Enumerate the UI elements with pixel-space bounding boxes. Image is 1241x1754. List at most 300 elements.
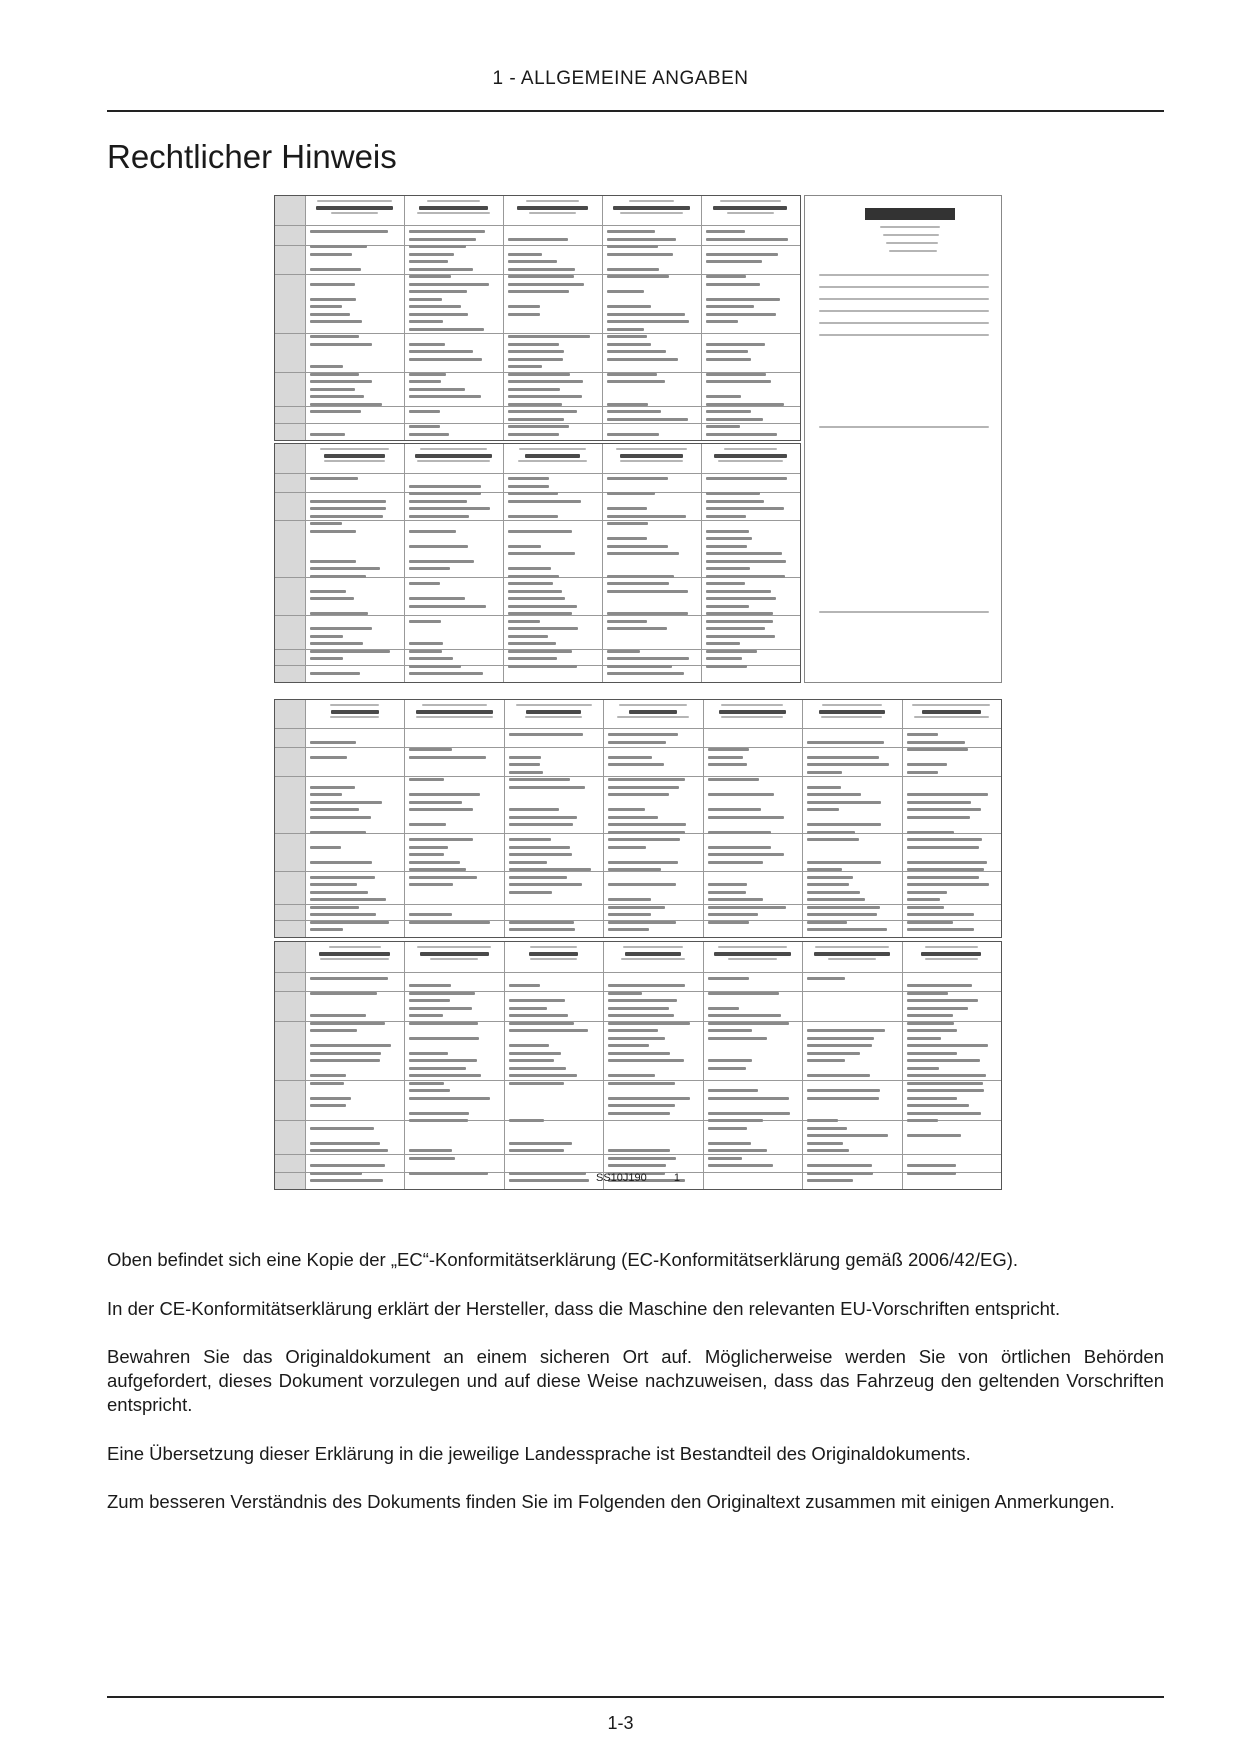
- body-text: [509, 883, 582, 886]
- body-text: [509, 733, 583, 736]
- header-text: [912, 704, 990, 706]
- body-text: [907, 1104, 969, 1107]
- table-row: [275, 1080, 1001, 1081]
- header-text: [516, 704, 592, 706]
- header-text: [814, 952, 891, 956]
- body-text: [706, 253, 778, 256]
- body-text: [807, 763, 889, 766]
- body-text: [708, 1029, 752, 1032]
- header-text: [620, 460, 683, 462]
- body-text: [706, 320, 738, 323]
- body-text: [310, 861, 372, 864]
- header-text: [324, 460, 385, 462]
- body-text: [509, 1052, 562, 1055]
- header-text: [721, 704, 783, 706]
- body-text: [907, 1089, 984, 1092]
- paragraph-4: Eine Übersetzung dieser Erklärung in die jeweilige Landessprache ist Bestandteil des Originaldokuments.: [107, 1443, 971, 1464]
- body-text: [310, 883, 357, 886]
- body-text: [409, 756, 485, 759]
- body-text: [409, 313, 468, 316]
- table-column: [305, 196, 306, 440]
- body-text: [807, 756, 879, 759]
- body-text: [310, 597, 354, 600]
- body-text: [310, 657, 343, 660]
- body-text: [310, 846, 341, 849]
- body-text: [607, 320, 689, 323]
- body-text: [310, 906, 359, 909]
- row-label-column: [275, 444, 306, 682]
- body-text: [409, 515, 469, 518]
- body-text: [807, 868, 842, 871]
- body-text: [508, 365, 542, 368]
- table-column: [603, 942, 604, 1189]
- body-text: [708, 793, 774, 796]
- body-text: [310, 1142, 380, 1145]
- body-text: [508, 238, 568, 241]
- body-text: [708, 748, 749, 751]
- header-text: [728, 958, 778, 960]
- header-text: [320, 958, 389, 960]
- body-text: [708, 906, 787, 909]
- body-text: [409, 500, 467, 503]
- body-text: [607, 620, 647, 623]
- body-text: [409, 1149, 452, 1152]
- body-text: [509, 1082, 564, 1085]
- address-line: [880, 226, 940, 228]
- body-text: [706, 552, 782, 555]
- body-text: [607, 275, 669, 278]
- body-text: [608, 1112, 669, 1115]
- body-text: [409, 545, 468, 548]
- body-text: [409, 530, 456, 533]
- body-text: [409, 290, 467, 293]
- body-text: [907, 906, 944, 909]
- body-text: [807, 876, 853, 879]
- body-text: [409, 380, 441, 383]
- table-column: [802, 942, 803, 1189]
- body-text: [409, 1014, 443, 1017]
- header-text: [417, 946, 492, 948]
- body-text: [708, 898, 763, 901]
- body-text: [807, 1044, 871, 1047]
- body-text: [807, 1029, 885, 1032]
- table-row: [275, 423, 800, 424]
- body-text: [608, 846, 645, 849]
- body-text: [907, 913, 975, 916]
- body-text: [409, 433, 449, 436]
- body-text: [706, 380, 771, 383]
- body-text: [509, 928, 576, 931]
- body-text: [409, 373, 446, 376]
- body-text: [706, 343, 765, 346]
- body-text: [907, 838, 983, 841]
- body-text: [508, 260, 557, 263]
- body-text: [607, 403, 648, 406]
- body-text: [310, 891, 368, 894]
- header-text: [623, 946, 683, 948]
- header-text: [417, 212, 490, 214]
- body-text: [708, 1059, 753, 1062]
- body-text: [409, 597, 465, 600]
- body-text: [409, 245, 466, 248]
- body-text: [706, 395, 741, 398]
- body-text: [409, 861, 460, 864]
- body-text: [708, 1037, 767, 1040]
- body-text: [310, 373, 359, 376]
- body-text: [706, 283, 760, 286]
- body-text: [409, 1089, 449, 1092]
- body-text: [310, 507, 386, 510]
- body-text: [409, 388, 465, 391]
- body-text: [409, 823, 445, 826]
- body-text: [409, 230, 485, 233]
- header-text: [419, 206, 488, 210]
- body-text: [706, 575, 785, 578]
- body-text: [907, 1044, 988, 1047]
- body-text: [310, 298, 356, 301]
- body-text: [907, 999, 979, 1002]
- body-text: [706, 582, 745, 585]
- body-text: [409, 921, 490, 924]
- header-text: [430, 958, 478, 960]
- body-text: [509, 778, 571, 781]
- body-text: [509, 1179, 590, 1182]
- body-text: [708, 808, 761, 811]
- body-text: [708, 816, 784, 819]
- body-text: [508, 492, 558, 495]
- body-text: [310, 650, 390, 653]
- header-text: [613, 206, 690, 210]
- body-text: [508, 635, 548, 638]
- body-text: [706, 530, 749, 533]
- body-text: [509, 756, 541, 759]
- body-text: [310, 403, 382, 406]
- table-column: [404, 942, 405, 1189]
- header-text: [819, 710, 885, 714]
- body-text: [310, 433, 345, 436]
- body-text: [409, 642, 443, 645]
- body-text: [706, 657, 742, 660]
- declaration-signature-panel: [804, 195, 1002, 683]
- header-text: [620, 454, 683, 458]
- table-column: [703, 700, 704, 937]
- header-text: [420, 448, 486, 450]
- body-text: [409, 275, 451, 278]
- body-text: [508, 500, 581, 503]
- body-text: [608, 1052, 670, 1055]
- body-text: [708, 853, 784, 856]
- body-text: [509, 868, 591, 871]
- body-text: [509, 921, 574, 924]
- body-text: [907, 733, 939, 736]
- body-text: [608, 883, 676, 886]
- body-text: [409, 665, 461, 668]
- dotted-line: [819, 274, 989, 276]
- header-text: [415, 454, 491, 458]
- body-text: [310, 530, 356, 533]
- table-column: [305, 942, 306, 1189]
- body-text: [310, 1104, 346, 1107]
- body-text: [807, 786, 841, 789]
- body-text: [607, 253, 673, 256]
- body-text: [508, 657, 557, 660]
- body-text: [708, 992, 779, 995]
- body-text: [907, 763, 947, 766]
- body-text: [607, 433, 659, 436]
- body-text: [409, 567, 450, 570]
- body-text: [409, 838, 472, 841]
- body-text: [310, 913, 376, 916]
- header-text: [727, 212, 773, 214]
- body-text: [607, 358, 678, 361]
- body-text: [508, 605, 577, 608]
- body-text: [310, 1074, 346, 1077]
- body-text: [706, 230, 745, 233]
- body-text: [310, 642, 363, 645]
- header-text: [517, 206, 587, 210]
- body-text: [310, 928, 343, 931]
- body-text: [509, 984, 540, 987]
- header-text: [319, 952, 390, 956]
- body-text: [310, 756, 347, 759]
- body-text: [509, 771, 543, 774]
- body-text: [409, 283, 489, 286]
- body-text: [509, 1149, 564, 1152]
- body-text: [607, 492, 655, 495]
- header-text: [921, 952, 981, 956]
- body-text: [409, 485, 481, 488]
- body-text: [310, 567, 380, 570]
- body-text: [807, 831, 855, 834]
- body-text: [907, 992, 949, 995]
- table-row: [275, 1154, 1001, 1155]
- declaration-table-1: [274, 195, 801, 441]
- body-text: [708, 846, 772, 849]
- header-text: [324, 454, 385, 458]
- body-text: [708, 778, 759, 781]
- dotted-line: [819, 322, 989, 324]
- body-text: [409, 492, 481, 495]
- header-text: [316, 206, 392, 210]
- body-text: [508, 575, 559, 578]
- body-text: [508, 403, 562, 406]
- body-text: [310, 283, 355, 286]
- body-text: [706, 650, 757, 653]
- body-text: [310, 1044, 391, 1047]
- table-column: [902, 700, 903, 937]
- body-text: [608, 1029, 658, 1032]
- body-text: [708, 1149, 768, 1152]
- body-text: [607, 313, 685, 316]
- body-text: [409, 1082, 444, 1085]
- body-text: [508, 335, 590, 338]
- header-text: [427, 200, 479, 202]
- body-text: [310, 1022, 385, 1025]
- body-text: [807, 823, 881, 826]
- body-text: [807, 1127, 847, 1130]
- body-text: [907, 1014, 954, 1017]
- body-text: [907, 741, 965, 744]
- body-text: [608, 786, 679, 789]
- row-label-column: [275, 942, 306, 1189]
- figure-number: 1: [673, 1172, 680, 1184]
- body-text: [608, 808, 645, 811]
- table-column: [305, 444, 306, 682]
- body-text: [509, 838, 551, 841]
- body-text: [607, 245, 658, 248]
- body-text: [409, 605, 486, 608]
- body-text: [708, 1014, 782, 1017]
- body-text: [807, 913, 877, 916]
- body-text: [310, 522, 342, 525]
- body-text: [608, 1022, 689, 1025]
- table-row: [275, 972, 1001, 973]
- body-text: [607, 650, 640, 653]
- body-text: [807, 1052, 860, 1055]
- body-text: [607, 665, 672, 668]
- table-column: [503, 444, 504, 682]
- declaration-figure: [274, 195, 1000, 1195]
- body-text: [409, 808, 472, 811]
- address-line: [886, 242, 938, 244]
- body-text: [409, 268, 473, 271]
- body-text: [310, 253, 352, 256]
- row-label-column: [275, 196, 306, 440]
- body-text: [607, 672, 684, 675]
- body-text: [608, 992, 641, 995]
- body-text: [508, 545, 541, 548]
- body-text: [310, 816, 371, 819]
- body-text: [310, 831, 366, 834]
- body-text: [706, 642, 740, 645]
- header-text: [330, 704, 379, 706]
- header-text: [718, 460, 784, 462]
- body-text: [310, 1149, 388, 1152]
- body-text: [907, 883, 989, 886]
- header-text: [525, 716, 582, 718]
- table-row: [275, 728, 1001, 729]
- header-text: [621, 958, 684, 960]
- header-text: [721, 716, 783, 718]
- body-text: [807, 771, 842, 774]
- body-text: [310, 320, 362, 323]
- body-text: [310, 305, 342, 308]
- header-text: [320, 448, 389, 450]
- header-text: [914, 716, 989, 718]
- table-row: [275, 904, 1001, 905]
- body-text: [409, 778, 444, 781]
- body-text: [608, 823, 685, 826]
- body-text: [807, 898, 865, 901]
- body-text: [310, 1014, 366, 1017]
- body-text: [708, 1089, 759, 1092]
- header-text: [331, 710, 379, 714]
- body-text: [907, 1067, 940, 1070]
- body-text: [509, 1022, 574, 1025]
- body-text: [508, 567, 551, 570]
- body-text: [607, 335, 647, 338]
- body-text: [409, 343, 445, 346]
- body-text: [508, 275, 574, 278]
- body-text: [708, 763, 747, 766]
- body-text: [608, 763, 664, 766]
- body-text: [907, 1074, 987, 1077]
- body-text: [608, 1059, 684, 1062]
- table-row: [275, 776, 1001, 777]
- body-text: [509, 1172, 586, 1175]
- body-text: [608, 913, 651, 916]
- body-text: [708, 1022, 790, 1025]
- body-text: [907, 1134, 962, 1137]
- body-text: [708, 1157, 742, 1160]
- body-text: [409, 1007, 472, 1010]
- dotted-line: [819, 334, 989, 336]
- body-text: [907, 831, 954, 834]
- body-text: [708, 1112, 790, 1115]
- body-text: [708, 883, 748, 886]
- body-text: [706, 635, 775, 638]
- table-row: [275, 225, 800, 226]
- body-text: [607, 410, 661, 413]
- body-text: [310, 1059, 380, 1062]
- body-text: [508, 597, 565, 600]
- body-text: [409, 350, 473, 353]
- body-text: [708, 1067, 746, 1070]
- body-text: [708, 977, 750, 980]
- body-text: [607, 627, 667, 630]
- body-text: [409, 507, 490, 510]
- table-row: [275, 406, 800, 407]
- body-text: [508, 358, 563, 361]
- body-text: [807, 883, 849, 886]
- body-text: [807, 741, 884, 744]
- body-text: [310, 388, 355, 391]
- body-text: [907, 1022, 955, 1025]
- body-text: [409, 876, 477, 879]
- body-text: [607, 230, 655, 233]
- body-text: [310, 500, 386, 503]
- body-text: [508, 410, 577, 413]
- body-text: [508, 268, 575, 271]
- body-text: [310, 515, 383, 518]
- header-text: [720, 200, 782, 202]
- body-text: [608, 928, 649, 931]
- page-title: Rechtlicher Hinweis: [107, 138, 397, 175]
- body-text: [509, 1119, 544, 1122]
- body-text: [508, 388, 560, 391]
- body-text: [706, 260, 762, 263]
- body-text: [509, 846, 570, 849]
- body-text: [807, 1037, 874, 1040]
- body-text: [907, 1007, 968, 1010]
- body-text: [310, 245, 367, 248]
- body-text: [807, 1149, 849, 1152]
- body-text: [608, 756, 651, 759]
- body-text: [907, 1037, 941, 1040]
- table-row: [275, 1120, 1001, 1121]
- body-text: [706, 665, 747, 668]
- body-text: [310, 612, 368, 615]
- body-text: [708, 921, 749, 924]
- signature-line: [819, 611, 989, 613]
- header-text: [530, 946, 577, 948]
- body-text: [508, 305, 540, 308]
- body-text: [706, 425, 740, 428]
- body-text: [607, 515, 686, 518]
- body-text: [508, 418, 564, 421]
- body-text: [607, 343, 651, 346]
- body-text: [706, 620, 773, 623]
